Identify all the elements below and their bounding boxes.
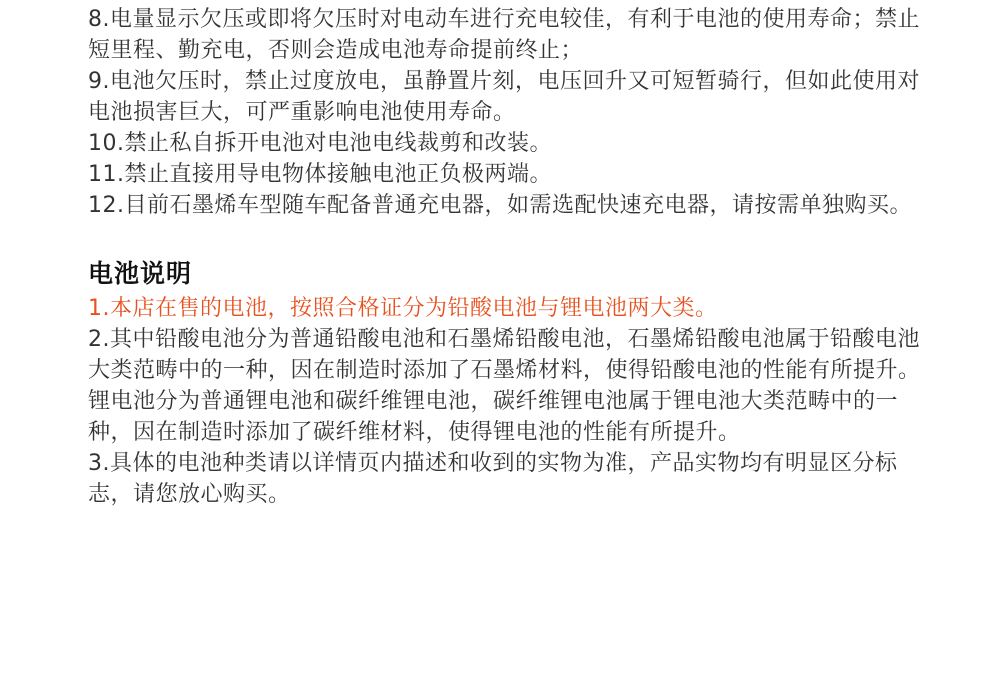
- note-11: 11.禁止直接用导电物体接触电池正负极两端。: [88, 162, 552, 187]
- battery-item-1: 1.本店在售的电池，按照合格证分为铅酸电池与锂电池两大类。: [88, 296, 718, 321]
- note-12: 12.目前石墨烯车型随车配备普通充电器，如需选配快速充电器，请按需单独购买。: [88, 193, 912, 218]
- battery-item-3: 3.具体的电池种类请以详情页内描述和收到的实物为准，产品实物均有明显区分标志，请您放心购买。: [88, 451, 898, 507]
- note-10: 10.禁止私自拆开电池对电池电线裁剪和改装。: [88, 131, 552, 156]
- article-content: [88, 4, 928, 510]
- battery-item-2: 2.其中铅酸电池分为普通铅酸电池和石墨烯铅酸电池，石墨烯铅酸电池属于铅酸电池大类范畴中的一种，因在制造时添加了石墨烯材料，使得铅酸电池的性能有所提升。锂电池分为普通锂电池和碳纤维锂电池，碳纤维锂电池属于锂电池大类范畴中的一种，因在制造时添加了碳纤维材料，使得锂电池的性能有所提升。: [88, 327, 921, 445]
- note-8: 8.电量显示欠压或即将欠压时对电动车进行充电较佳，有利于电池的使用寿命；禁止短里程、勤充电，否则会造成电池寿命提前终止；: [88, 7, 920, 63]
- note-9: 9.电池欠压时，禁止过度放电，虽静置片刻，电压回升又可短暂骑行，但如此使用对电池损害巨大，可严重影响电池使用寿命。: [88, 69, 920, 125]
- section-spacer: [88, 221, 928, 255]
- battery-section-title: 电池说明: [88, 259, 193, 288]
